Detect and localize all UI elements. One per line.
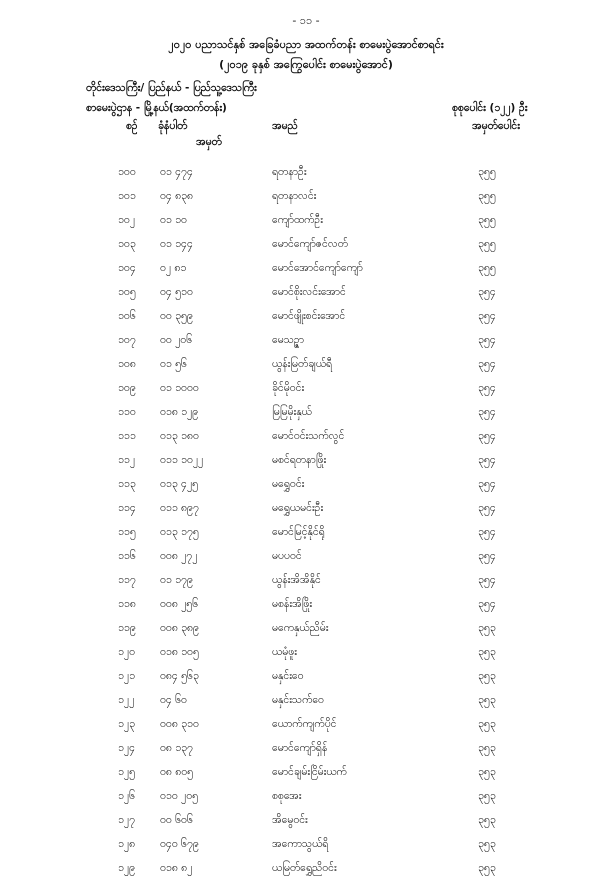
candidate-name: ကျော်ထက်ဦး <box>272 214 323 226</box>
candidate-name: မနှင်းသက်ဝေ <box>272 694 324 706</box>
roll-number: ၀၄ ၈၃၈ <box>160 190 194 202</box>
row-number: ၁၁၂ <box>118 454 135 466</box>
total-score: ၃၅၃ <box>478 646 496 658</box>
table-row <box>0 406 612 430</box>
candidate-name: ခိုင်မိုဝင်း <box>272 382 305 394</box>
row-number: ၁၁၉ <box>118 622 136 634</box>
roll-number: ၀၄၀ ၆၇၉ <box>160 838 199 850</box>
row-number: ၁၀၈ <box>118 358 136 370</box>
table-row <box>0 238 612 262</box>
total-score: ၃၅၄ <box>478 406 496 418</box>
roll-number: ၀၀ ၂၀၆ <box>160 334 193 346</box>
region-line: တိုင်းဒေသကြီး/ ပြည်နယ် - ပြည်သူ့ဒေသကြီး <box>86 82 257 94</box>
row-number: ၁၀၆ <box>118 310 136 322</box>
row-number: ၁၂၉ <box>118 862 135 874</box>
table-row <box>0 454 612 478</box>
roll-number: ၀၀၈ ၃၁၀ <box>160 718 199 730</box>
row-number: ၁၂၆ <box>118 790 135 802</box>
header-roll: ခုံနံပါတ် <box>158 120 188 132</box>
header-roll-sub: အမှတ် <box>196 136 222 148</box>
row-number: ၁၀၄ <box>118 262 136 274</box>
total-score: ၃၅၅ <box>478 190 496 202</box>
roll-number: ၀၁၈ ၁၀၅ <box>160 646 199 658</box>
total-score: ၃၅၄ <box>478 430 496 442</box>
table-row <box>0 358 612 382</box>
candidate-name: စစုအေး <box>272 790 302 802</box>
roll-number: ၀၂ ၈၁ <box>160 262 187 274</box>
roll-number: ၀၁၀ ၂၀၅ <box>160 790 199 802</box>
roll-number: ၀၄ ၆၀ <box>160 694 187 706</box>
candidate-name: ယမြတ်ရွှေညိဝင်း <box>272 862 337 874</box>
total-score: ၃၅၄ <box>478 310 496 322</box>
roll-number: ၀၁၁ ၁၀၂၂ <box>160 454 204 466</box>
roll-number: ၀၀ ၆၀၆ <box>160 814 193 826</box>
candidate-name: မရွှေဝင်း <box>272 478 305 490</box>
table-row <box>0 718 612 742</box>
candidate-name: အိမွေဝင်း <box>272 814 308 826</box>
roll-number: ၀၁ ၁၀ <box>160 214 187 226</box>
table-row <box>0 382 612 406</box>
candidate-name: မရွှေယမင်းဦး <box>272 502 324 514</box>
roll-number: ၀၈ ၈၀၅ <box>160 766 194 778</box>
table-row <box>0 742 612 766</box>
roll-number: ၀၀ ၃၅၉ <box>160 310 193 322</box>
total-score: ၃၅၄ <box>478 286 496 298</box>
row-number: ၁၂၁ <box>118 670 135 682</box>
roll-number: ၀၁၈ ၈၂ <box>160 862 193 874</box>
row-number: ၁၀၁ <box>118 190 136 202</box>
total-score: ၃၅၄ <box>478 574 496 586</box>
total-score: ၃၅၅ <box>478 166 496 178</box>
total-score: ၃၅၄ <box>478 382 496 394</box>
roll-number: ၀၈ ၁၃၇ <box>160 742 193 754</box>
table-row <box>0 286 612 310</box>
row-number: ၁၀၉ <box>118 382 136 394</box>
table-row <box>0 598 612 622</box>
candidate-name: မောင်ချမ်းငြိမ်းယက် <box>272 766 347 778</box>
table-row <box>0 166 612 190</box>
roll-number: ၀၁ ၅၆ <box>160 358 187 370</box>
total-score: ၃၅၄ <box>478 502 496 514</box>
candidate-name: မေသဉ္ဇာ <box>272 334 304 346</box>
candidate-name: မောင်အောင်ကျော်ကျော် <box>272 262 363 274</box>
candidate-name: မောင်မြင့်နိုင်ရို <box>272 526 325 538</box>
table-row <box>0 862 612 886</box>
table-row <box>0 622 612 646</box>
candidate-name: မနှင်းဝေ <box>272 670 304 682</box>
total-score: ၃၅၄ <box>478 550 496 562</box>
table-row <box>0 574 612 598</box>
total-score: ၃၅၄ <box>478 334 496 346</box>
table-row <box>0 550 612 574</box>
total-score: ၃၅၃ <box>478 838 496 850</box>
candidate-name: ယွန်းအိအိနိုင် <box>272 574 321 586</box>
table-row <box>0 430 612 454</box>
row-number: ၁၁၈ <box>118 598 136 610</box>
candidate-name: မောင်စိုးလင်းအောင် <box>272 286 346 298</box>
table-row <box>0 694 612 718</box>
school-line: စာမေးပွဲဌာန - မြို့နယ်(အထက်တန်း) <box>86 102 227 114</box>
table-row <box>0 526 612 550</box>
total-score: ၃၅၃ <box>478 766 496 778</box>
page-number: - ၁၁ - <box>292 14 320 27</box>
total-score: ၃၅၃ <box>478 814 496 826</box>
table-row <box>0 646 612 670</box>
total-score: ၃၅၅ <box>478 214 496 226</box>
total-score: ၃၅၄ <box>478 598 496 610</box>
table-row <box>0 310 612 334</box>
row-number: ၁၁၁ <box>118 430 136 442</box>
row-number: ၁၀၅ <box>118 286 136 298</box>
roll-number: ၀၁၃ ၁၇၅ <box>160 526 199 538</box>
row-number: ၁၀၃ <box>118 238 136 250</box>
roll-number: ၀၁ ၁၀၀၀ <box>160 382 199 394</box>
candidate-name: မောင်ဖျိုးစင်းအောင် <box>272 310 346 322</box>
roll-number: ၀၁ ၁၇၉ <box>160 574 193 586</box>
row-number: ၁၀၂ <box>118 214 135 226</box>
candidate-name: ရတနာလင်း <box>272 190 317 202</box>
total-score: ၃၅၄ <box>478 454 496 466</box>
candidate-name: မစန်းအိဖြိုး <box>272 598 313 610</box>
document-subtitle: (၂၀၁၉ ခုနှစ် အကြွေပေါင်း စာမေးပွဲအောင်) <box>219 58 393 71</box>
row-number: ၁၂၂ <box>118 694 135 706</box>
table-row <box>0 838 612 862</box>
roll-number: ၀၀၈ ၂၅၆ <box>160 598 199 610</box>
candidate-name: မပပဝင် <box>272 550 302 562</box>
table-row <box>0 478 612 502</box>
total-score: ၃၅၃ <box>478 670 496 682</box>
header-no: စဉ် <box>126 120 138 132</box>
row-number: ၁၀၀ <box>118 166 136 178</box>
row-number: ၁၀၇ <box>118 334 136 346</box>
roll-number: ၀၀၈ ၃၈၉ <box>160 622 199 634</box>
roll-number: ၀၁၃ ၄၂၅ <box>160 478 199 490</box>
row-number: ၁၁၇ <box>118 574 136 586</box>
total-score: ၃၅၃ <box>478 742 496 754</box>
table-row <box>0 670 612 694</box>
table-row <box>0 262 612 286</box>
row-number: ၁၁၃ <box>118 478 136 490</box>
header-name: အမည် <box>272 120 298 132</box>
table-row <box>0 190 612 214</box>
table-row <box>0 790 612 814</box>
row-number: ၁၂၈ <box>118 838 136 850</box>
roll-number: ၀၈၄ ၅၆၃ <box>160 670 199 682</box>
row-number: ၁၂၅ <box>118 766 135 778</box>
total-score: ၃၅၅ <box>478 262 496 274</box>
roll-number: ၀၁ ၁၄၄ <box>160 238 193 250</box>
total-score: ၃၅၃ <box>478 790 496 802</box>
total-score: ၃၅၃ <box>478 718 496 730</box>
roll-number: ၀၁၁ ၈၉၇ <box>160 502 199 514</box>
candidate-name: မောင်ဝင်းသက်လွင် <box>272 430 345 442</box>
row-number: ၁၂၄ <box>118 742 135 754</box>
total-count: စုစုပေါင်း (၁၂၂) ဦး <box>452 102 528 114</box>
candidate-name: မောင်ကျော်ဇင်လတ် <box>272 238 348 250</box>
total-score: ၃၅၅ <box>478 238 496 250</box>
total-score: ၃၅၃ <box>478 862 496 874</box>
candidate-name: ယွန်းမြတ်ချယ်ရီ <box>272 358 333 370</box>
candidate-name: မစင်ရတနာဖြိုး <box>272 454 327 466</box>
table-row <box>0 766 612 790</box>
roll-number: ၀၄ ၅၁၀ <box>160 286 193 298</box>
row-number: ၁၁၄ <box>118 502 136 514</box>
total-score: ၃၅၄ <box>478 358 496 370</box>
row-number: ၁၂၀ <box>118 646 135 658</box>
candidate-name: ယောက်ကျက်ပိုင် <box>272 718 337 730</box>
document-title: ၂၀၂၀ ပညာသင်နှစ် အခြေခံပညာ အထက်တန်း စာမေးပွဲအောင်စာရင်း <box>168 38 444 51</box>
table-row <box>0 334 612 358</box>
header-score: အမှတ်ပေါင်း <box>472 120 520 132</box>
total-score: ၃၅၃ <box>478 694 496 706</box>
candidate-name: အကောသွယ်ရိ <box>272 838 329 850</box>
row-number: ၁၁၀ <box>118 406 136 418</box>
total-score: ၃၅၄ <box>478 526 496 538</box>
total-score: ၃၅၃ <box>478 622 496 634</box>
table-row <box>0 502 612 526</box>
row-number: ၁၂၇ <box>118 814 135 826</box>
candidate-name: မြမြမိုးနှယ် <box>272 406 312 418</box>
row-number: ၁၂၃ <box>118 718 135 730</box>
row-number: ၁၁၅ <box>118 526 136 538</box>
roll-number: ၀၁၃ ၁၈၀ <box>160 430 199 442</box>
row-number: ၁၁၆ <box>118 550 136 562</box>
roll-number: ၀၀၈ ၂၇၂ <box>160 550 198 562</box>
roll-number: ၀၁၈ ၁၂၉ <box>160 406 199 418</box>
roll-number: ၀၁ ၄၇၄ <box>160 166 193 178</box>
total-score: ၃၅၄ <box>478 478 496 490</box>
table-row <box>0 814 612 838</box>
candidate-name: ရတနာဦး <box>272 166 307 178</box>
candidate-name: မကေနှယ်ညိမ်း <box>272 622 329 634</box>
table-row <box>0 214 612 238</box>
candidate-name: မောင်ကျော်ရှိန် <box>272 742 328 754</box>
candidate-name: ယမုံဖူး <box>272 646 297 658</box>
